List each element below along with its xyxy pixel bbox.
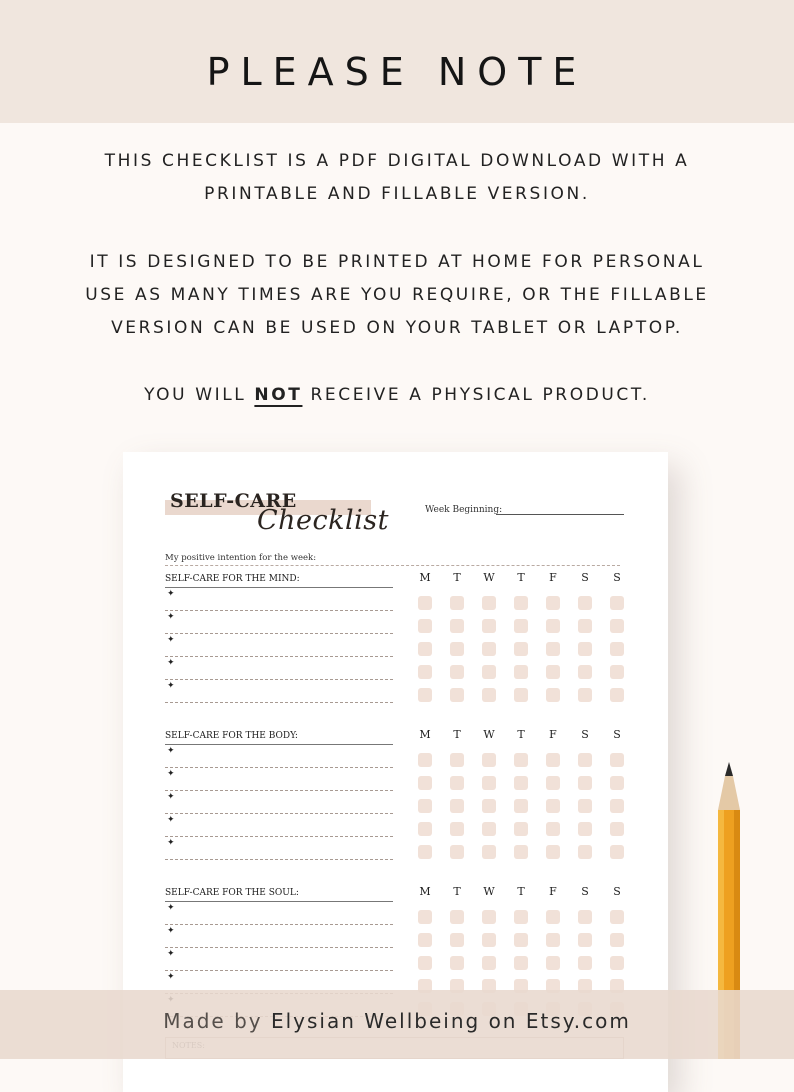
day-checkbox[interactable]: [514, 688, 528, 702]
checklist-item-line[interactable]: [165, 836, 393, 860]
day-checkbox[interactable]: [514, 910, 528, 924]
day-checkbox[interactable]: [514, 619, 528, 633]
day-header: M: [419, 571, 431, 584]
checklist-item-line[interactable]: [165, 813, 393, 837]
day-checkbox[interactable]: [418, 665, 432, 679]
day-checkbox[interactable]: [610, 642, 624, 656]
day-checkbox[interactable]: [482, 642, 496, 656]
checklist-item-line[interactable]: [165, 924, 393, 948]
day-checkbox[interactable]: [514, 933, 528, 947]
day-checkbox[interactable]: [546, 753, 560, 767]
day-checkbox[interactable]: [418, 822, 432, 836]
day-header: T: [453, 885, 461, 898]
day-checkbox[interactable]: [546, 596, 560, 610]
day-checkbox[interactable]: [450, 753, 464, 767]
day-checkbox[interactable]: [578, 665, 592, 679]
day-checkbox[interactable]: [610, 933, 624, 947]
bullet-icon: ✦: [167, 635, 175, 645]
day-checkbox[interactable]: [418, 642, 432, 656]
day-header: W: [483, 728, 495, 741]
checklist-item-line[interactable]: [165, 901, 393, 925]
section-title: SELF-CARE FOR THE SOUL:: [165, 888, 393, 902]
notice-physical: [40, 379, 754, 412]
day-checkbox[interactable]: [482, 799, 496, 813]
header-banner: [0, 0, 794, 123]
day-checkbox[interactable]: [578, 933, 592, 947]
day-checkbox[interactable]: [482, 665, 496, 679]
day-checkbox[interactable]: [514, 776, 528, 790]
notice-usage: [40, 246, 754, 345]
day-checkbox[interactable]: [546, 642, 560, 656]
day-checkbox[interactable]: [450, 619, 464, 633]
footer-bar: [0, 990, 794, 1059]
checklist-item-line[interactable]: [165, 744, 393, 768]
notice-format: [40, 145, 754, 211]
day-header: S: [613, 728, 621, 741]
page-title: PLEASE NOTE: [206, 50, 588, 94]
day-checkbox[interactable]: [514, 596, 528, 610]
day-checkbox[interactable]: [450, 845, 464, 859]
day-header: F: [549, 728, 557, 741]
day-checkbox[interactable]: [578, 776, 592, 790]
day-checkbox[interactable]: [610, 753, 624, 767]
day-checkbox[interactable]: [610, 596, 624, 610]
day-checkbox[interactable]: [418, 799, 432, 813]
day-checkbox[interactable]: [514, 665, 528, 679]
day-checkbox[interactable]: [418, 845, 432, 859]
day-checkbox[interactable]: [482, 910, 496, 924]
day-checkbox[interactable]: [546, 933, 560, 947]
day-checkbox[interactable]: [514, 822, 528, 836]
notice-physical-post: RECEIVE A PHYSICAL PRODUCT.: [302, 385, 650, 405]
section-title: SELF-CARE FOR THE MIND:: [165, 574, 393, 588]
day-checkbox[interactable]: [418, 910, 432, 924]
checklist-item-line[interactable]: [165, 767, 393, 791]
day-checkbox[interactable]: [578, 619, 592, 633]
checklist-item-line[interactable]: [165, 633, 393, 657]
day-checkbox[interactable]: [578, 688, 592, 702]
checklist-item-line[interactable]: [165, 610, 393, 634]
day-header: S: [581, 728, 589, 741]
day-checkbox[interactable]: [546, 822, 560, 836]
day-checkbox[interactable]: [546, 799, 560, 813]
day-checkbox[interactable]: [610, 845, 624, 859]
day-checkbox[interactable]: [610, 956, 624, 970]
notice-usage-line-1: IT IS DESIGNED TO BE PRINTED AT HOME FOR PERSONAL: [89, 252, 705, 272]
day-checkbox[interactable]: [450, 596, 464, 610]
notice-usage-line-2: USE AS MANY TIMES ARE YOU REQUIRE, OR THE FILLABLE: [85, 285, 709, 305]
bullet-icon: ✦: [167, 589, 175, 599]
section-title: SELF-CARE FOR THE BODY:: [165, 731, 393, 745]
day-checkbox[interactable]: [546, 619, 560, 633]
bullet-icon: ✦: [167, 612, 175, 622]
notice-usage-line-3: VERSION CAN BE USED ON YOUR TABLET OR LAPTOP.: [111, 318, 683, 338]
day-checkbox[interactable]: [578, 956, 592, 970]
day-checkbox[interactable]: [546, 845, 560, 859]
notice-format-line-2: PRINTABLE AND FILLABLE VERSION.: [204, 184, 590, 204]
bullet-icon: ✦: [167, 949, 175, 959]
week-beginning-label: Week Beginning:: [425, 505, 503, 515]
footer-made-by: Made by: [163, 1009, 263, 1033]
day-checkbox[interactable]: [450, 799, 464, 813]
day-checkbox[interactable]: [514, 642, 528, 656]
day-checkbox[interactable]: [578, 845, 592, 859]
day-checkbox[interactable]: [482, 933, 496, 947]
day-header: T: [453, 728, 461, 741]
checklist-item-line[interactable]: [165, 947, 393, 971]
day-checkbox[interactable]: [450, 956, 464, 970]
day-checkbox[interactable]: [450, 665, 464, 679]
day-checkbox[interactable]: [482, 845, 496, 859]
bullet-icon: ✦: [167, 838, 175, 848]
day-checkbox[interactable]: [482, 688, 496, 702]
day-checkbox[interactable]: [578, 753, 592, 767]
day-checkbox[interactable]: [450, 822, 464, 836]
footer-shop-link[interactable]: Elysian Wellbeing on Etsy.com: [270, 1009, 631, 1033]
checklist-item-line[interactable]: [165, 656, 393, 680]
day-header: M: [419, 728, 431, 741]
day-checkbox[interactable]: [546, 956, 560, 970]
day-checkbox[interactable]: [482, 822, 496, 836]
day-header: S: [581, 571, 589, 584]
notice-physical-pre: YOU WILL: [144, 385, 255, 405]
day-checkbox[interactable]: [514, 753, 528, 767]
day-checkbox[interactable]: [450, 933, 464, 947]
day-checkbox[interactable]: [546, 776, 560, 790]
checklist-item-line[interactable]: [165, 679, 393, 703]
day-checkbox[interactable]: [514, 956, 528, 970]
day-header: W: [483, 885, 495, 898]
day-checkbox[interactable]: [546, 688, 560, 702]
day-checkbox[interactable]: [482, 596, 496, 610]
bullet-icon: ✦: [167, 815, 175, 825]
day-checkbox[interactable]: [610, 688, 624, 702]
day-header: T: [453, 571, 461, 584]
notice-format-line-1: THIS CHECKLIST IS A PDF DIGITAL DOWNLOAD WITH A: [104, 151, 690, 171]
day-checkbox[interactable]: [610, 799, 624, 813]
bullet-icon: ✦: [167, 926, 175, 936]
footer-credit: [0, 1009, 794, 1033]
day-checkbox[interactable]: [418, 596, 432, 610]
day-checkbox[interactable]: [578, 799, 592, 813]
day-checkbox[interactable]: [418, 776, 432, 790]
day-checkbox[interactable]: [610, 910, 624, 924]
bullet-icon: ✦: [167, 972, 175, 982]
day-checkbox[interactable]: [482, 619, 496, 633]
day-header: T: [517, 885, 525, 898]
day-checkbox[interactable]: [514, 799, 528, 813]
day-checkbox[interactable]: [450, 688, 464, 702]
day-checkbox[interactable]: [418, 956, 432, 970]
day-checkbox[interactable]: [610, 619, 624, 633]
day-header: W: [483, 571, 495, 584]
day-checkbox[interactable]: [418, 688, 432, 702]
day-checkbox[interactable]: [546, 665, 560, 679]
day-checkbox[interactable]: [418, 619, 432, 633]
day-header: T: [517, 728, 525, 741]
day-header: M: [419, 885, 431, 898]
day-checkbox[interactable]: [610, 776, 624, 790]
day-checkbox[interactable]: [450, 910, 464, 924]
checklist-item-line[interactable]: [165, 790, 393, 814]
day-checkbox[interactable]: [578, 910, 592, 924]
checklist-item-line[interactable]: [165, 587, 393, 611]
sheet-title-script: Checklist: [257, 505, 389, 536]
day-header: S: [613, 571, 621, 584]
day-checkbox[interactable]: [450, 776, 464, 790]
day-header: T: [517, 571, 525, 584]
notice-physical-emphasis: NOT: [254, 385, 303, 405]
day-header: F: [549, 885, 557, 898]
week-beginning-field[interactable]: [496, 514, 624, 515]
day-header: F: [549, 571, 557, 584]
day-checkbox[interactable]: [578, 822, 592, 836]
bullet-icon: ✦: [167, 746, 175, 756]
day-checkbox[interactable]: [482, 776, 496, 790]
day-checkbox[interactable]: [610, 665, 624, 679]
day-checkbox[interactable]: [514, 845, 528, 859]
day-checkbox[interactable]: [418, 753, 432, 767]
bullet-icon: ✦: [167, 658, 175, 668]
day-checkbox[interactable]: [418, 933, 432, 947]
sheet-title: SELF-CARE: [170, 490, 297, 512]
day-checkbox[interactable]: [482, 753, 496, 767]
day-checkbox[interactable]: [482, 956, 496, 970]
day-checkbox[interactable]: [450, 642, 464, 656]
bullet-icon: ✦: [167, 903, 175, 913]
day-header: S: [613, 885, 621, 898]
bullet-icon: ✦: [167, 769, 175, 779]
day-checkbox[interactable]: [610, 822, 624, 836]
day-checkbox[interactable]: [546, 910, 560, 924]
day-header: S: [581, 885, 589, 898]
intention-field[interactable]: My positive intention for the week:: [165, 553, 620, 566]
bullet-icon: ✦: [167, 681, 175, 691]
day-checkbox[interactable]: [578, 642, 592, 656]
day-checkbox[interactable]: [578, 596, 592, 610]
bullet-icon: ✦: [167, 792, 175, 802]
